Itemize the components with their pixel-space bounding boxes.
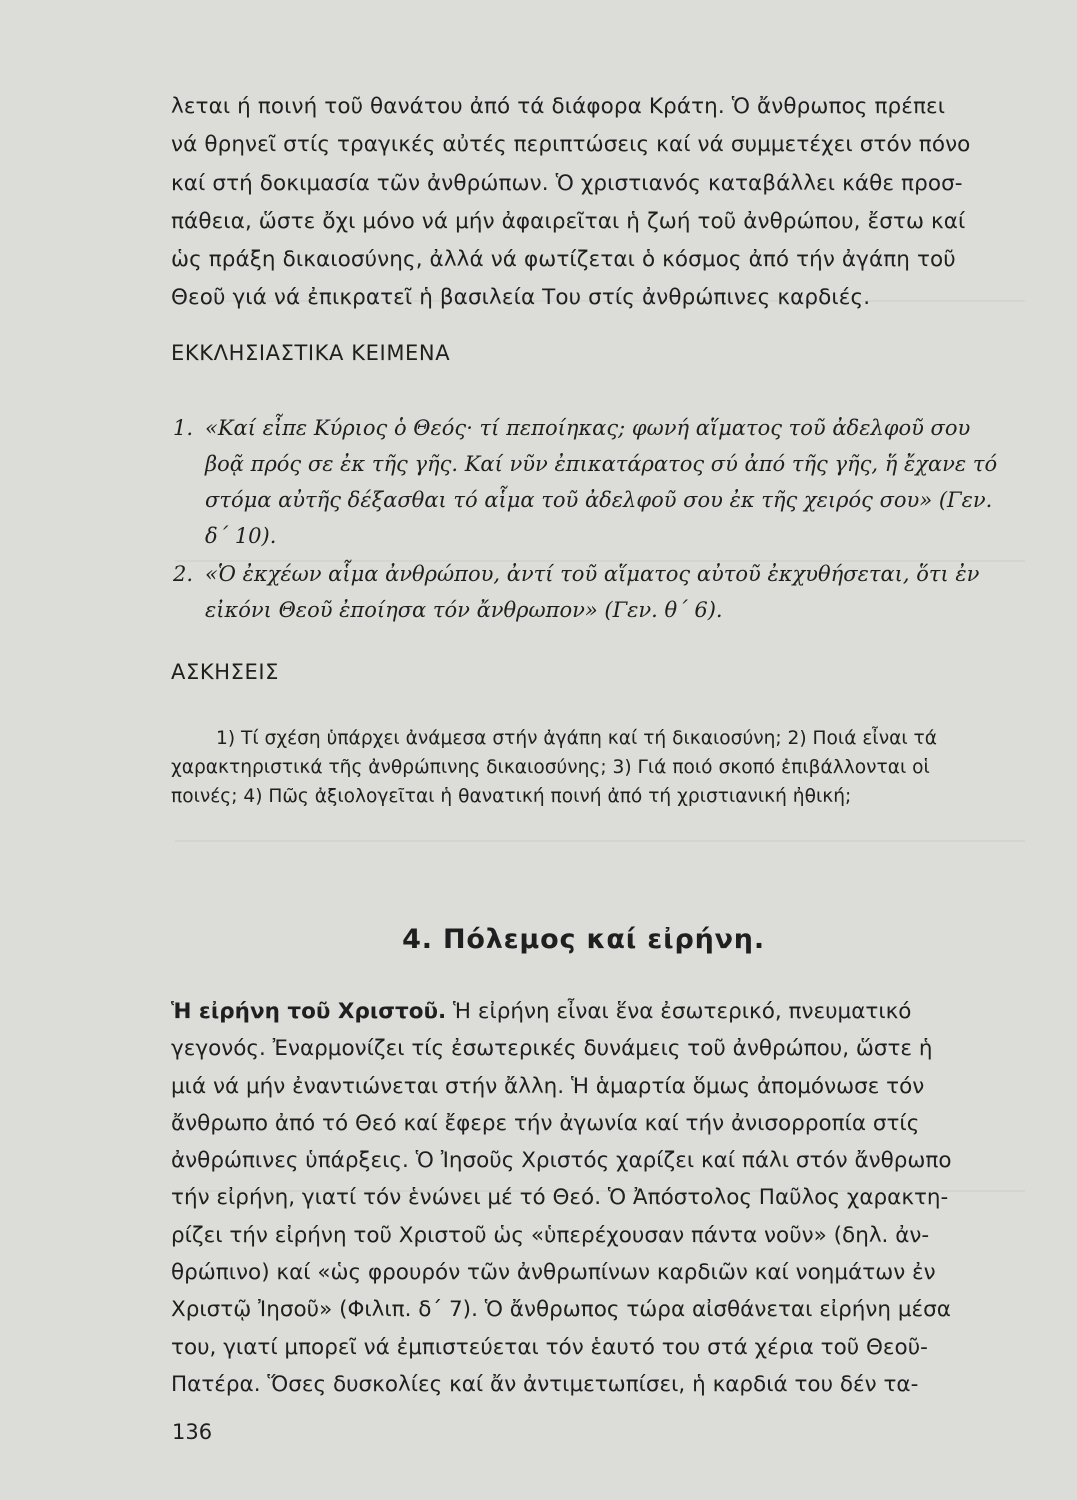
- quote-line: βοᾷ πρός σε ἐκ τῆς γῆς. Καί νῦν ἐπικατάρατος σύ ἀπό τῆς γῆς, ἥ ἔχανε τό: [205, 452, 998, 476]
- body-line: ρίζει τήν εἰρήνη τοῦ Χριστοῦ ὡς «ὑπερέχουσαν πάντα νοῦν» (δηλ. ἀν-: [171, 1222, 930, 1248]
- intro-paragraph: [171, 88, 1033, 318]
- intro-line: πάθεια, ὥστε ὄχι μόνο νά μήν ἀφαιρεῖται ἡ ζωή τοῦ ἀνθρώπου, ἔστω καί: [171, 208, 966, 234]
- body-line: θρώπινο) καί «ὡς φρουρόν τῶν ἀνθρωπίνων καρδιῶν καί νοημάτων ἐν: [171, 1260, 936, 1286]
- quote-list: [171, 410, 1033, 630]
- exercise-line: ποινές; 4) Πῶς ἀξιολογεῖται ἡ θανατική ποινή ἀπό τή χριστιανική ἠθική;: [171, 786, 852, 807]
- section-heading-ecclesiastical-texts: ΕΚΚΛΗΣΙΑΣΤΙΚΑ ΚΕΙΜΕΝΑ: [171, 341, 451, 365]
- exercise-line: [171, 724, 1033, 753]
- exercise-line: χαρακτηριστικά τῆς ἀνθρώπινης δικαιοσύνης; 3) Γιά ποιό σκοπό ἐπιβάλλονται οἱ: [171, 757, 930, 778]
- intro-line: Θεοῦ γιά νά ἐπικρατεῖ ἡ βασιλεία Του στίς ἀνθρώπινες καρδιές.: [171, 285, 871, 311]
- quote-number: 2.: [173, 562, 194, 586]
- quote-line: εἰκόνι Θεοῦ ἐποίησα τόν ἄνθρωπον» (Γεν. θ΄ 6).: [205, 598, 723, 622]
- quote-line: δ΄ 10).: [205, 524, 277, 548]
- paragraph-lead-heading: Ἡ εἰρήνη τοῦ Χριστοῦ.: [171, 999, 447, 1024]
- quote-item: [171, 556, 1033, 628]
- quote-line: «Καί εἶπε Κύριος ὁ Θεός· τί πεποίηκας; φωνή αἵματος τοῦ ἀδελφοῦ σου: [205, 416, 971, 440]
- body-line-text: Ἡ εἰρήνη εἶναι ἕνα ἐσωτερικό, πνευματικό: [446, 999, 912, 1024]
- quote-number: 1.: [173, 416, 194, 440]
- intro-line: ὡς πράξη δικαιοσύνης, ἀλλά νά φωτίζεται ὁ κόσμος ἀπό τήν ἀγάπη τοῦ: [171, 247, 956, 273]
- body-line: γεγονός. Ἐναρμονίζει τίς ἐσωτερικές δυνάμεις τοῦ ἀνθρώπου, ὥστε ἡ: [171, 1036, 933, 1062]
- quote-item: [171, 410, 1033, 554]
- exercise-text: 1) Τί σχέση ὑπάρχει ἀνάμεσα στήν ἀγάπη καί τή δικαιοσύνη; 2) Ποιά εἶναι τά: [216, 728, 938, 749]
- body-line: ἄνθρωπο ἀπό τό Θεό καί ἔφερε τήν ἀγωνία καί τήν ἀνισορροπία στίς: [171, 1110, 920, 1136]
- intro-line: λεται ή ποινή τοῦ θανάτου ἀπό τά διάφορα Κράτη. Ὁ ἄνθρωπος πρέπει: [171, 94, 946, 119]
- exercises-paragraph: [171, 724, 1033, 811]
- intro-line: νά θρηνεῖ στίς τραγικές αὐτές περιπτώσεις καί νά συμμετέχει στόν πόνο: [171, 132, 971, 158]
- chapter-title: 4. Πόλεμος καί εἰρήνη.: [402, 924, 765, 955]
- body-line: Χριστῷ Ἰησοῦ» (Φιλιπ. δ΄ 7). Ὁ ἄνθρωπος τώρα αἰσθάνεται εἰρήνη μέσα: [171, 1297, 951, 1323]
- body-line: [171, 993, 1033, 1030]
- body-line: ἀνθρώπινες ὑπάρξεις. Ὁ Ἰησοῦς Χριστός χαρίζει καί πάλι στόν ἄνθρωπο: [171, 1148, 952, 1174]
- body-line: του, γιατί μπορεῖ νά ἐμπιστεύεται τόν ἑαυτό του στά χέρια τοῦ Θεοῦ-: [171, 1334, 928, 1360]
- body-line: Πατέρα. Ὅσες δυσκολίες καί ἄν ἀντιμετωπίσει, ἡ καρδιά του δέν τα-: [171, 1371, 919, 1397]
- section-heading-exercises: ΑΣΚΗΣΕΙΣ: [171, 660, 279, 684]
- page-number: 136: [172, 1420, 213, 1444]
- body-paragraph: [171, 993, 1033, 1403]
- body-line: μιά νά μήν ἐναντιώνεται στήν ἄλλη. Ἡ ἁμαρτία ὅμως ἀπομόνωσε τόν: [171, 1073, 925, 1099]
- quote-line: «Ὁ ἐκχέων αἷμα ἀνθρώπου, ἀντί τοῦ αἵματος αὐτοῦ ἐκχυθήσεται, ὅτι ἐν: [205, 562, 980, 586]
- quote-line: στόμα αὐτῆς δέξασθαι τό αἷμα τοῦ ἀδελφοῦ σου ἐκ τῆς χειρός σου» (Γεν.: [205, 488, 993, 512]
- intro-line: καί στή δοκιμασία τῶν ἀνθρώπων. Ὁ χριστιανός καταβάλλει κάθε προσ-: [171, 170, 963, 196]
- body-line: τήν εἰρήνη, γιατί τόν ἑνώνει μέ τό Θεό. Ὁ Ἀπόστολος Παῦλος χαρακτη-: [171, 1185, 949, 1211]
- bleed-through-mark: [175, 840, 1025, 842]
